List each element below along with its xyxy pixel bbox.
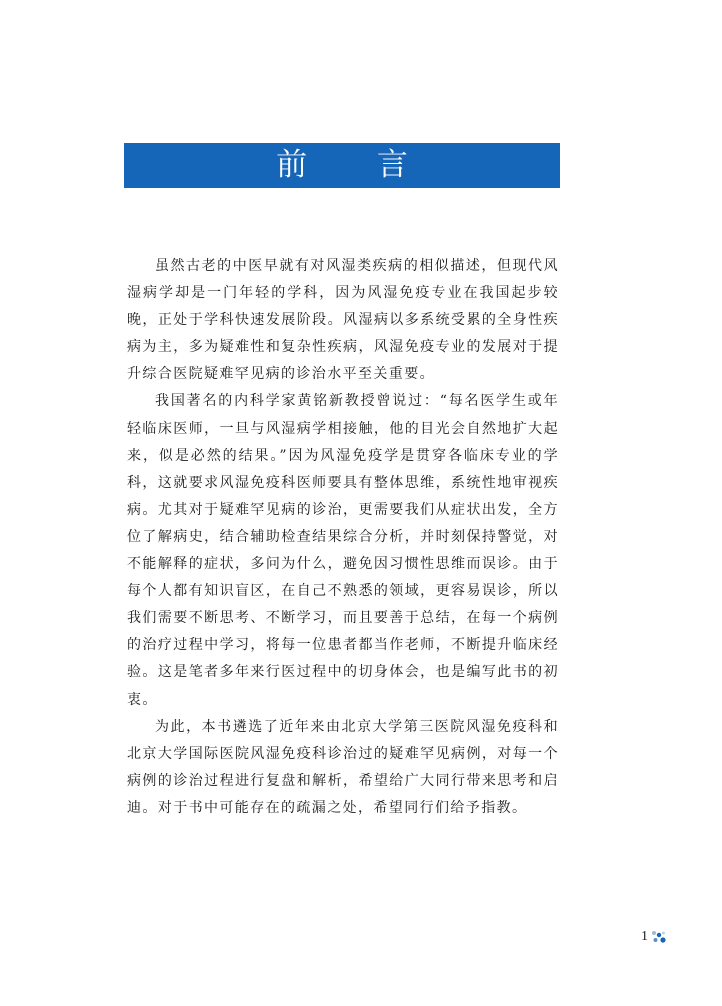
paragraph: 虽然古老的中医早就有对风湿类疾病的相似描述，但现代风湿病学却是一门年轻的学科，因为风湿免疫专业在我国起步较晚，正处于学科快速发展阶段。风湿病以多系统受累的全身性疾病为主，多为疑难性和复杂性疾病，风湿免疫专业的发展对于提升综合医院疑难罕见病的诊治水平至关重要。 <box>127 258 559 383</box>
paragraph: 我国著名的内科学家黄铭新教授曾说过：“每名医学生或年轻临床医师，一旦与风湿病学相接触，他的目光会自然地扩大起来，似是必然的结果。”因为风湿免疫学是贯穿各临床专业的学科，这就要求风湿免疫科医师要具有整体思维，系统性地审视疾病。尤其对于疑难罕见病的诊治，更需要我们从症状出发，全方位了解病史，结合辅助检查结果综合分析，并时刻保持警觉，对不能解释的症状，多问为什么，避免因习惯性思维而误诊。由于每个人都有知识盲区，在自己不熟悉的领域，更容易误诊，所以我们需要不断思考、不断学习，而且要善于总结，在每一个病例的治疗过程中学习，将每一位患者都当作老师，不断提升临床经验。这是笔者多年来行医过程中的切身体会，也是编写此书的初衷。 <box>127 393 559 708</box>
paragraph: 为此，本书遴选了近年来由北京大学第三医院风湿免疫科和北京大学国际医院风湿免疫科诊治过的疑难罕见病例，对每一个病例的诊治过程进行复盘和解析，希望给广大同行带来思考和启迪。对于书中可能存在的疏漏之处，希望同行们给予指教。 <box>127 718 559 816</box>
page-number: 1 <box>641 929 648 944</box>
page-title: 前 言 <box>276 147 438 183</box>
title-banner <box>124 143 560 188</box>
decorative-dots-icon <box>651 930 667 944</box>
body-text <box>127 253 559 822</box>
page-footer <box>641 929 667 945</box>
